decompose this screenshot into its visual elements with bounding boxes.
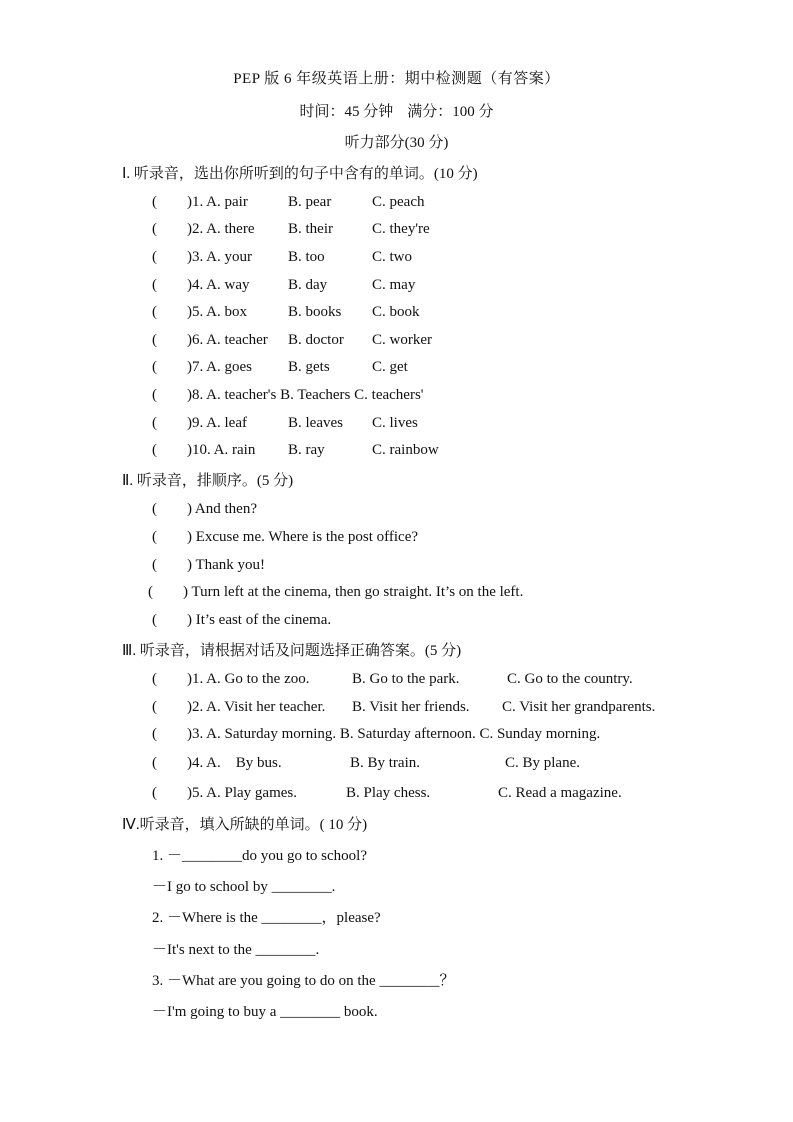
- section3-heading: Ⅲ. 听录音，请根据对话及问题选择正确答案。(5 分): [122, 643, 462, 659]
- section2-heading: Ⅱ. 听录音，排顺序。(5 分): [122, 473, 294, 489]
- s1-q7-option-b: B. gets: [288, 359, 330, 375]
- s1-q2-option-b: B. their: [288, 221, 333, 237]
- s4-line-3: 2. －Where is the ________，please?: [152, 910, 381, 926]
- s1-q6-option-b: B. doctor: [288, 332, 344, 348]
- s2-item-2-text: ( ) Excuse me. Where is the post office?: [152, 529, 419, 545]
- s3-q1-option-c: C. Go to the country.: [507, 671, 633, 687]
- s3-q4-option-b: B. By train.: [350, 755, 420, 771]
- s1-q8-options: ( )8. A. teacher's B. Teachers C. teachers': [152, 387, 424, 403]
- s3-q2-option-a: ( )2. A. Visit her teacher.: [152, 699, 326, 715]
- s3-q1-option-b: B. Go to the park.: [352, 671, 460, 687]
- s3-q4-option-c: C. By plane.: [505, 755, 580, 771]
- part-title: 听力部分(30 分): [344, 135, 449, 151]
- exam-meta: [0, 100, 793, 121]
- s3-q5-option-b: B. Play chess.: [346, 785, 431, 801]
- s1-q4-option-c: C. may: [372, 277, 416, 293]
- s4-line-2: －I go to school by ________.: [152, 879, 336, 895]
- s1-q3-option-a: ( )3. A. your: [152, 249, 252, 265]
- s3-q2-option-b: B. Visit her friends.: [352, 699, 470, 715]
- s1-q6-option-a: ( )6. A. teacher: [152, 332, 268, 348]
- s1-q3-option-c: C. two: [372, 249, 413, 265]
- s4-line-4: －It's next to the ________.: [152, 942, 320, 958]
- s3-q3-options: ( )3. A. Saturday morning. B. Saturday afternoon. C. Sunday morning.: [152, 726, 601, 742]
- s1-q6-option-c: C. worker: [372, 332, 432, 348]
- s4-line-5: 3. －What are you going to do on the ________？: [152, 973, 455, 989]
- s2-item-3-text: ( ) Thank you!: [152, 557, 266, 573]
- s1-q1-option-a: ( )1. A. pair: [152, 194, 248, 210]
- s3-q2-option-c: C. Visit her grandparents.: [502, 699, 656, 715]
- s1-q7-option-a: ( )7. A. goes: [152, 359, 252, 375]
- s4-line-6: －I'm going to buy a ________ book.: [152, 1004, 378, 1020]
- time-label: 时间：45 分钟: [299, 104, 394, 120]
- s1-q4-option-b: B. day: [288, 277, 328, 293]
- s3-q4-option-a: ( )4. A. By bus.: [152, 755, 282, 771]
- s1-q10-option-b: B. ray: [288, 442, 325, 458]
- s4-line-1: 1. －________do you go to school?: [152, 848, 367, 864]
- s1-q5-option-c: C. book: [372, 304, 420, 320]
- s2-item-4-text: ( ) Turn left at the cinema, then go straight. It’s on the left.: [148, 584, 524, 600]
- s1-q5-option-a: ( )5. A. box: [152, 304, 247, 320]
- s1-q4-option-a: ( )4. A. way: [152, 277, 250, 293]
- section4-heading: Ⅳ.听录音，填入所缺的单词。( 10 分): [122, 817, 368, 833]
- s2-item-1-text: ( ) And then?: [152, 501, 257, 517]
- s1-q2-option-c: C. they're: [372, 221, 430, 237]
- s1-q1-option-b: B. pear: [288, 194, 332, 210]
- s1-q2-option-a: ( )2. A. there: [152, 221, 255, 237]
- page-title: PEP 版 6 年级英语上册：期中检测题（有答案）: [233, 71, 560, 87]
- s1-q10-option-a: ( )10. A. rain: [152, 442, 256, 458]
- s1-q5-option-b: B. books: [288, 304, 342, 320]
- score-label: 满分：100 分: [407, 104, 494, 120]
- s3-q5-option-a: ( )5. A. Play games.: [152, 785, 297, 801]
- s3-q5-option-c: C. Read a magazine.: [498, 785, 622, 801]
- s1-q9-option-b: B. leaves: [288, 415, 343, 431]
- s2-item-5-text: ( ) It’s east of the cinema.: [152, 612, 332, 628]
- s1-q7-option-c: C. get: [372, 359, 408, 375]
- s3-q1-option-a: ( )1. A. Go to the zoo.: [152, 671, 310, 687]
- s1-q9-option-a: ( )9. A. leaf: [152, 415, 247, 431]
- section1-heading: Ⅰ. 听录音，选出你所听到的句子中含有的单词。(10 分): [122, 166, 478, 182]
- s1-q9-option-c: C. lives: [372, 415, 418, 431]
- s1-q10-option-c: C. rainbow: [372, 442, 439, 458]
- s1-q1-option-c: C. peach: [372, 194, 425, 210]
- s1-q3-option-b: B. too: [288, 249, 325, 265]
